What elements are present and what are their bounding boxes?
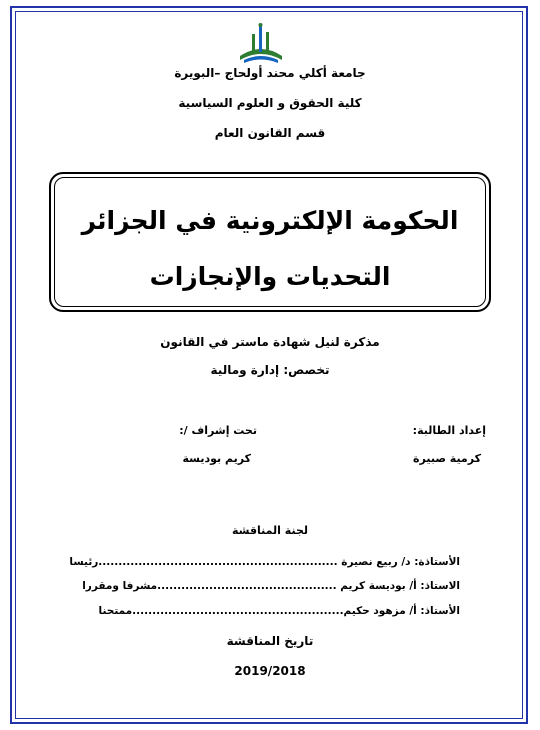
- university-logo-icon: [236, 22, 286, 64]
- department-name: قسم القانون العام: [214, 126, 326, 140]
- supervisor-name: كريم بوديسة: [182, 452, 251, 465]
- committee-member-president: الأستاذة: د/ ربيع نصيرة ............................................................رئيسا: [69, 556, 460, 568]
- student-name: كرمية صبيرة: [413, 452, 481, 465]
- university-name: جامعة أكلي محند أولحاج –البويرة: [174, 66, 366, 80]
- defense-date-label: تاريخ المناقشة: [226, 634, 314, 648]
- prepared-by-label: إعداد الطالبة:: [412, 424, 486, 437]
- thesis-title-line2: التحديات والإنجازات: [149, 262, 391, 291]
- committee-member-examiner: الأستاذ: أ/ مزهود حكيم.....................................................ممتحنا: [98, 605, 460, 617]
- committee-heading: لجنة المناقشة: [231, 524, 308, 537]
- committee-member-supervisor: الاستاذ: أ/ بوديسة كريم .............................................مشرفا ومقررا: [82, 580, 460, 592]
- specialty: تخصص: إدارة ومالية: [210, 363, 330, 377]
- faculty-name: كلية الحقوق و العلوم السياسية: [178, 96, 362, 110]
- degree-purpose: مذكرة لنيل شهادة ماستر في القانون: [160, 335, 380, 349]
- academic-year: 2019/2018: [234, 664, 306, 678]
- thesis-title-line1: الحكومة الإلكترونية في الجزائر: [81, 206, 459, 235]
- supervision-label: تحت إشراف /:: [179, 424, 257, 437]
